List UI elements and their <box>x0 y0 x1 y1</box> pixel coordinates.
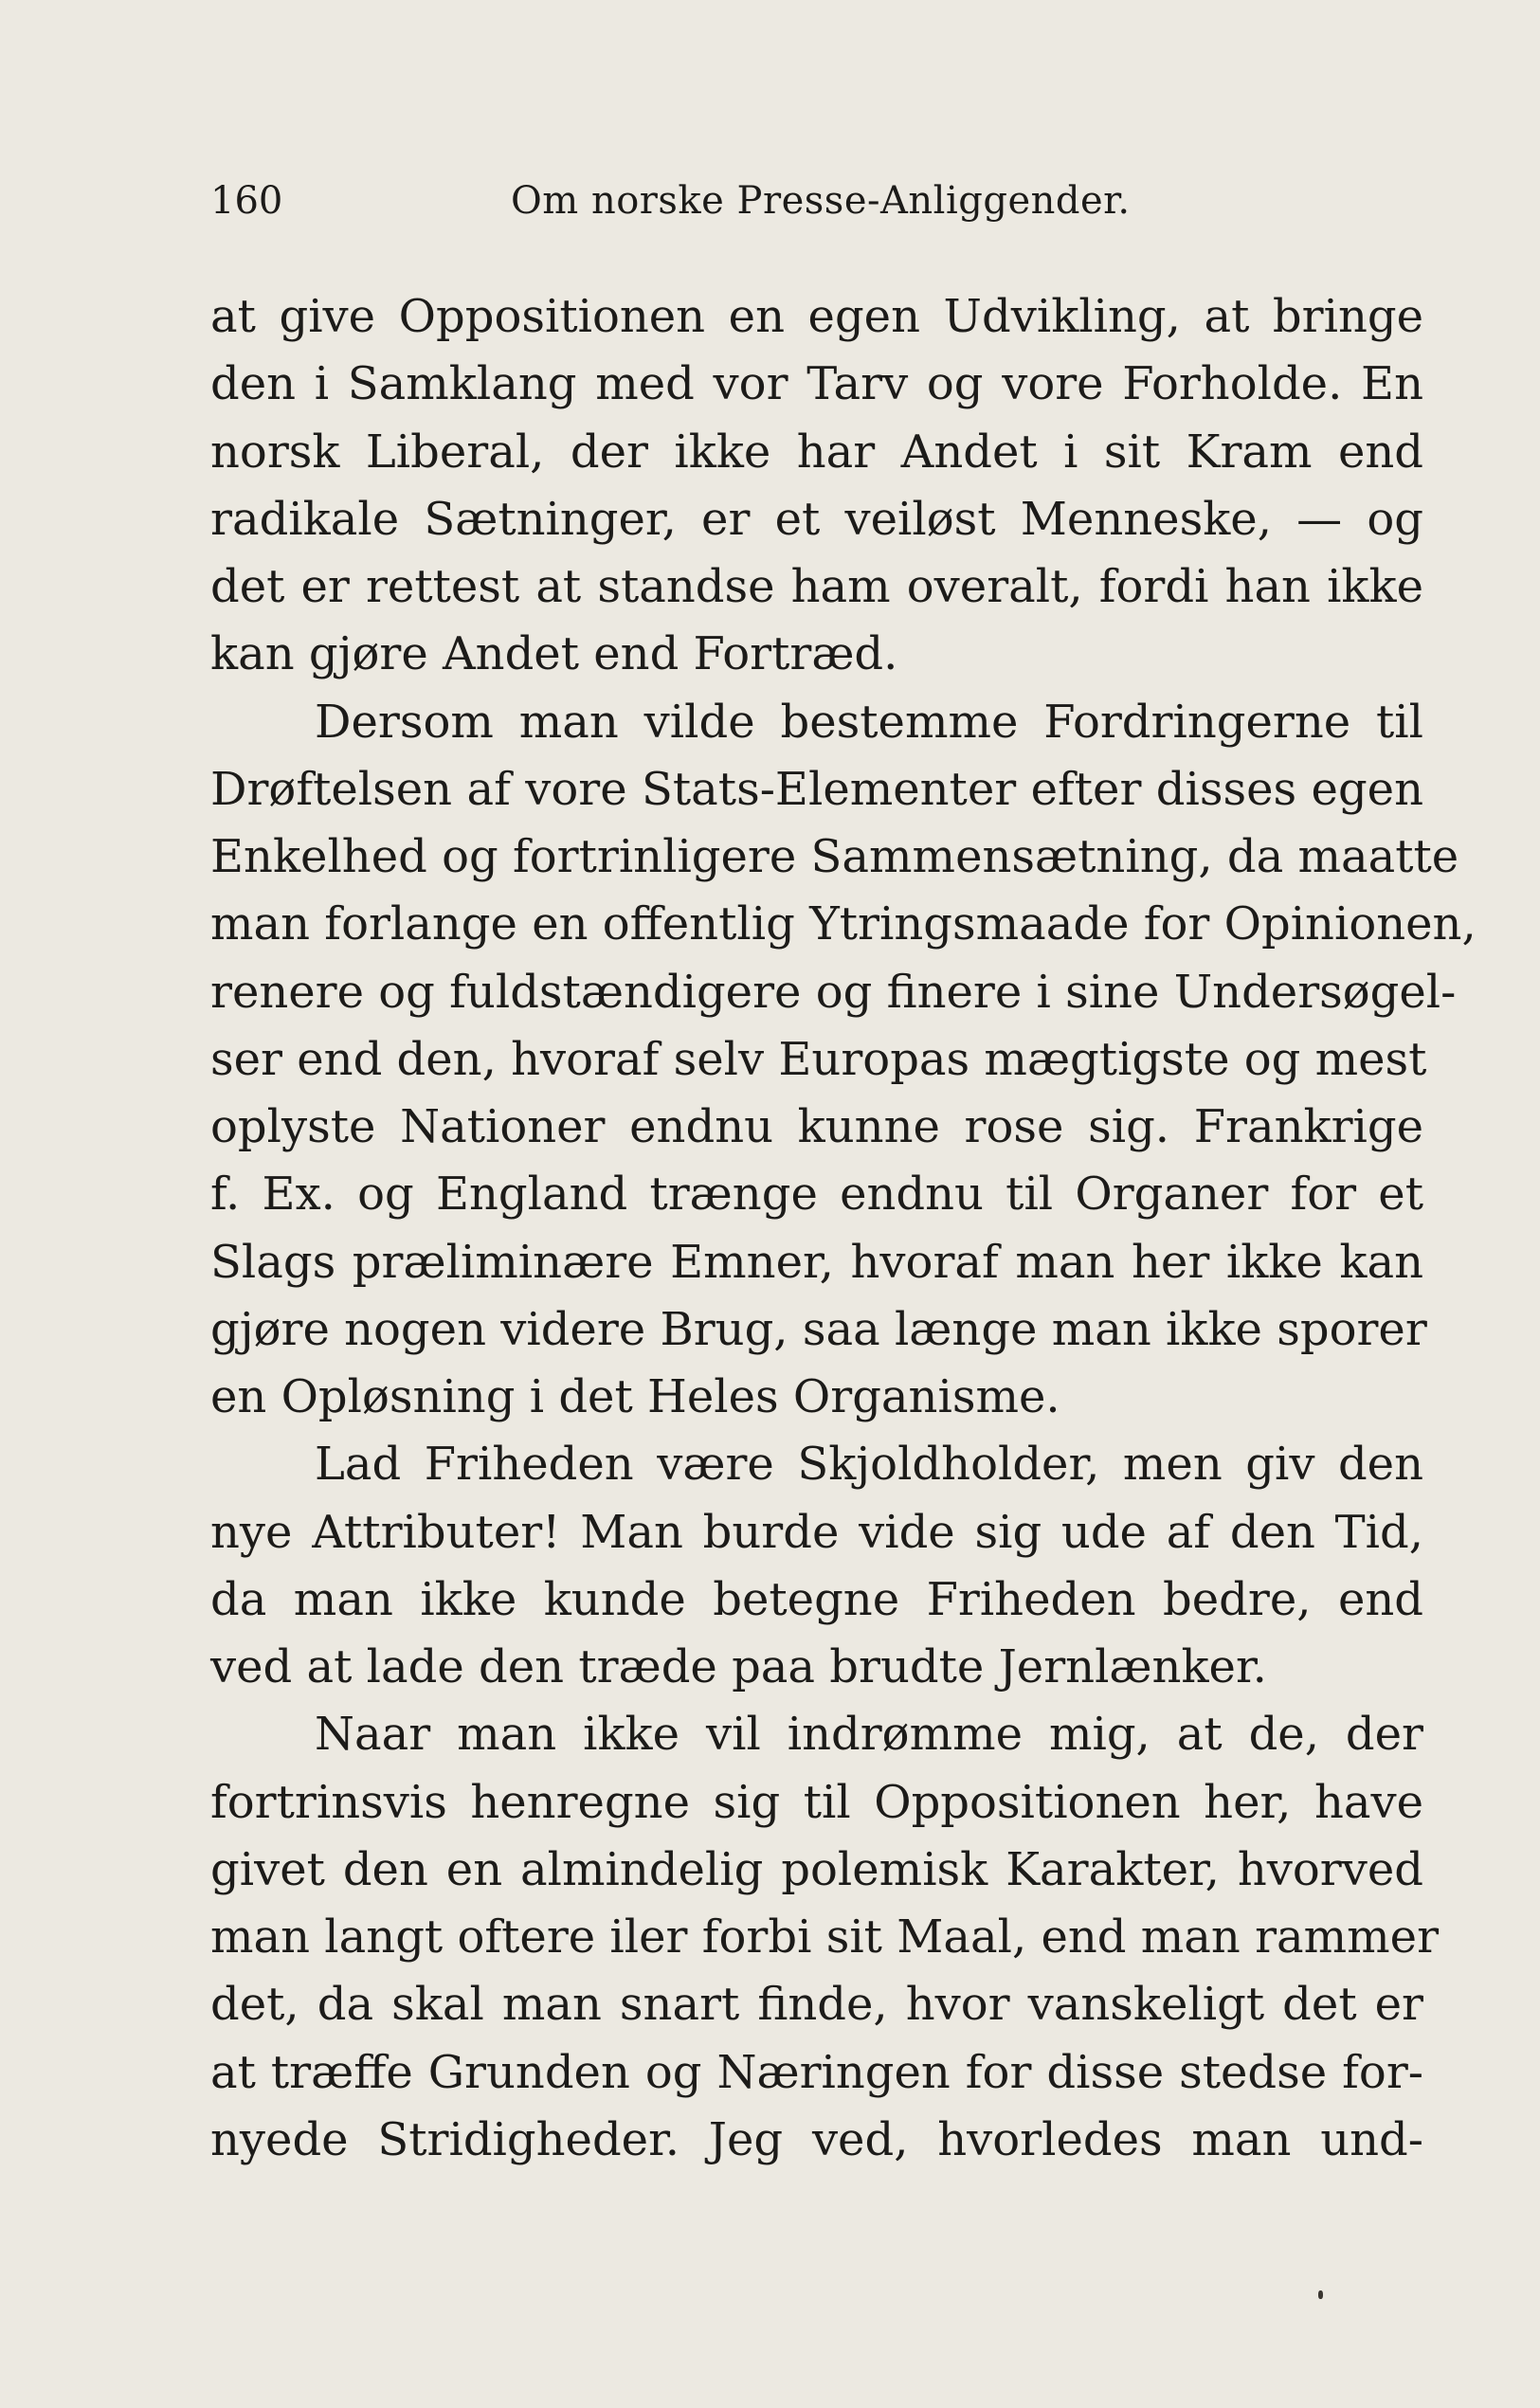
text-line: oplyste Nationer endnu kunne rose sig. Frankrige <box>210 1100 1423 1153</box>
text-line: at træffe Grunden og Næringen for disse stedse for- <box>210 2045 1423 2099</box>
text-line: den i Samklang med vor Tarv og vore Forholde. En <box>210 357 1423 411</box>
running-head <box>210 172 1414 229</box>
text-line: at give Oppositionen en egen Udvikling, at bringe <box>210 290 1423 343</box>
text-line: ser end den, hvoraf selv Europas mægtigste og mest <box>210 1032 1427 1086</box>
text-line: ved at lade den træde paa brudte Jernlænker. <box>210 1640 1267 1693</box>
text-line: Drøftelsen af vore Stats-Elementer efter disses egen <box>210 762 1423 816</box>
text-line: kan gjøre Andet end Fortræd. <box>210 627 898 681</box>
text-line: f. Ex. og England trænge endnu til Organer for et <box>210 1168 1423 1222</box>
text-line: man langt oftere iler forbi sit Maal, end man rammer <box>210 1910 1440 1964</box>
text-line: renere og fuldstændigere og finere i sine Undersøgel- <box>210 965 1457 1019</box>
text-line: nyede Stridigheder. Jeg ved, hvorledes man und- <box>210 2112 1423 2166</box>
text-line: Slags præliminære Emner, hvoraf man her ikke kan <box>210 1235 1423 1289</box>
text-line: radikale Sætninger, er et veiløst Menneske, — og <box>210 492 1423 546</box>
text-line: det er rettest at standse ham overalt, fordi han ikke <box>210 560 1423 613</box>
text-line: givet den en almindelig polemisk Karakter, hvorved <box>210 1842 1423 1896</box>
text-line: Lad Friheden være Skjoldholder, men giv den <box>315 1438 1423 1492</box>
paper-speck <box>1318 2290 1323 2299</box>
text-line: nye Attributer! Man burde vide sig ude af den Tid, <box>210 1505 1423 1559</box>
text-line: Dersom man vilde bestemme Fordringerne til <box>315 695 1423 749</box>
text-line: da man ikke kunde betegne Friheden bedre, end <box>210 1572 1423 1626</box>
running-title: Om norske Presse-Anliggender. <box>511 179 1131 223</box>
text-line: gjøre nogen videre Brug, saa længe man ikke sporer <box>210 1302 1427 1356</box>
text-line: man forlange en offentlig Ytringsmaade for Opinionen, <box>210 897 1477 951</box>
text-line: Enkelhed og fortrinligere Sammensætning, da maatte <box>210 830 1459 883</box>
text-line: fortrinsvis henregne sig til Oppositionen her, have <box>210 1775 1423 1829</box>
page-number: 160 <box>210 179 283 223</box>
text-line: en Opløsning i det Heles Organisme. <box>210 1370 1060 1423</box>
body-text <box>210 283 1477 2174</box>
text-line: Naar man ikke vil indrømme mig, at de, der <box>315 1708 1423 1762</box>
text-line: norsk Liberal, der ikke har Andet i sit Kram end <box>210 425 1423 479</box>
text-line: det, da skal man snart finde, hvor vanskeligt det er <box>210 1978 1423 2032</box>
